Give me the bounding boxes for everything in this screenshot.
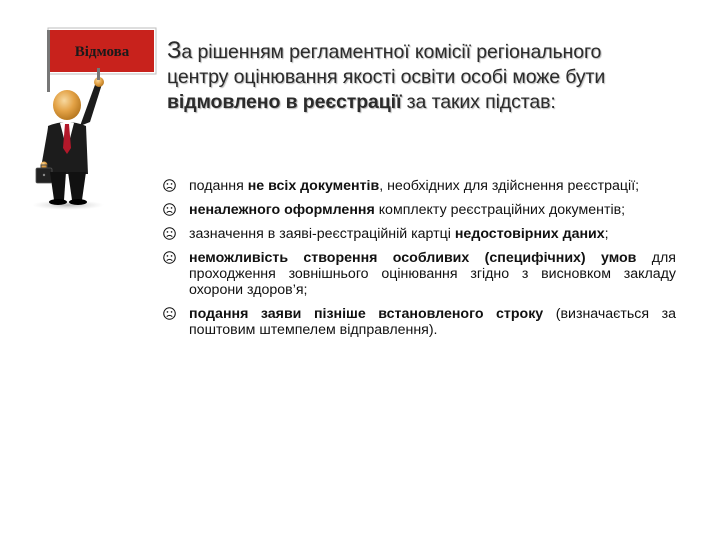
refusal-reason-item <box>163 250 676 298</box>
reason-bold-text: не всіх документів <box>247 178 380 194</box>
heading-line2-text: центру оцінювання якості освіти особі може бути <box>167 66 606 88</box>
refusal-reasons-list <box>163 178 676 346</box>
raised-arm <box>80 82 102 126</box>
refusal-reason-item <box>163 202 676 218</box>
reason-text: ; <box>604 226 609 242</box>
left-shoe <box>49 199 67 205</box>
reason-bold-text: неможливість створення особливих (специфічних) умов <box>189 250 637 266</box>
sad-face-icon <box>163 251 176 264</box>
slide-heading <box>167 38 687 115</box>
right-shoe <box>69 199 87 205</box>
person-with-sign-illustration <box>20 22 165 212</box>
reason-text: подання <box>189 178 248 194</box>
sad-face-icon <box>163 227 176 240</box>
reason-bold-text: неналежного оформлення <box>189 202 375 218</box>
sign-pole <box>47 30 50 92</box>
heading-bold-phrase: відмовлено в реєстрації <box>167 91 402 113</box>
reason-text: зазначення в заяві-реєстраційній картці <box>189 226 455 242</box>
refusal-reason-item <box>163 226 676 242</box>
heading-first-letter: З <box>167 37 182 64</box>
refusal-reason-item <box>163 306 676 338</box>
reason-text: (визначається за поштовим штемпелем відправлення). <box>189 306 676 338</box>
sign-handle <box>97 68 100 80</box>
reason-text: , необхідних для здійснення реєстрації; <box>379 178 640 194</box>
briefcase-icon <box>36 165 52 183</box>
reason-bold-text: недостовірних даних <box>454 226 605 242</box>
reason-bold-text: подання заяви пізніше встановленого строку <box>189 306 544 322</box>
left-leg <box>50 172 66 200</box>
refusal-reason-item <box>163 178 676 194</box>
sign-label: Відмова <box>74 44 130 60</box>
refusal-sign <box>48 28 156 74</box>
heading-line1-text: а рішенням регламентної комісії регіонального <box>181 41 602 63</box>
reason-text: комплекту реєстраційних документів; <box>374 202 626 218</box>
ground-shadow <box>32 200 104 210</box>
figure-head <box>53 90 81 120</box>
sad-face-icon <box>163 179 176 192</box>
heading-line3-text: за таких підстав: <box>401 91 556 113</box>
sad-face-icon <box>163 307 176 320</box>
sad-face-icon <box>163 203 176 216</box>
right-leg <box>68 172 86 200</box>
reason-text: для проходження зовнішнього оцінювання згідно з висновком закладу охорони здоров’я; <box>189 250 676 298</box>
